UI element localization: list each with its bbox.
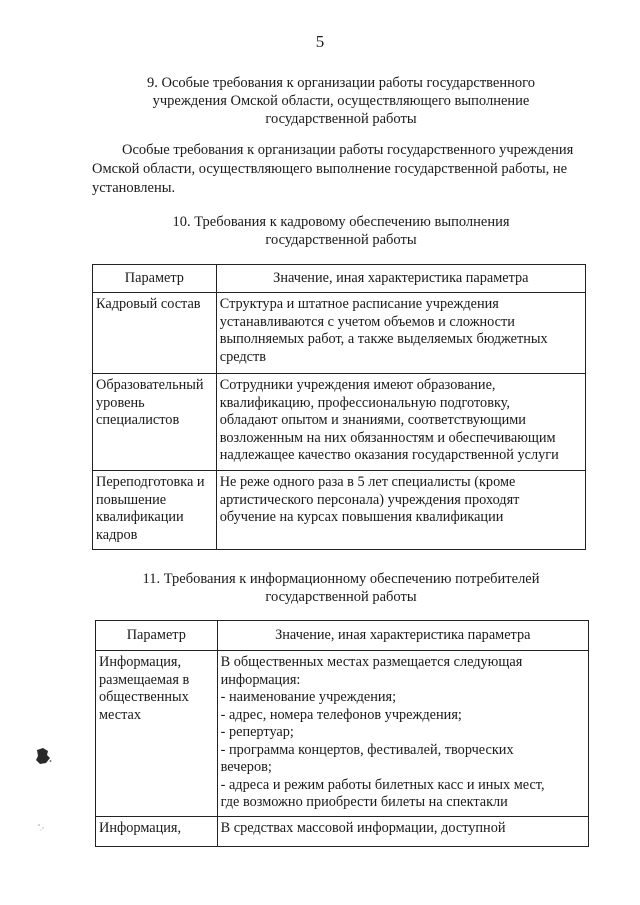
param-line: местах <box>99 706 142 723</box>
value-line: В средствах массовой информации, доступной <box>220 820 506 836</box>
value-line: - репертуар; <box>220 724 294 740</box>
section-9-title-line: 9. Особые требования к организации работы государственного <box>147 75 535 91</box>
section-9-body-line: установлены. <box>92 180 176 196</box>
table-header-row <box>96 621 589 651</box>
table-row <box>96 817 589 847</box>
param-line: размещаемая в <box>99 671 190 688</box>
param-line: специалистов <box>96 412 180 428</box>
section-10-title-line: 10. Требования к кадровому обеспечению выполнения <box>172 214 510 230</box>
value-line: Структура и штатное расписание учреждения <box>219 296 499 312</box>
value-line: возложенным на них обязанностям и обеспечивающим <box>219 429 556 446</box>
scan-speck-mark <box>36 822 48 832</box>
value-line: средств <box>219 348 267 365</box>
param-line: Кадровый состав <box>96 296 201 312</box>
value-line: выполняемых работ, а также выделяемых бюджетных <box>219 331 548 347</box>
value-line: информация: <box>220 671 301 688</box>
value-cell <box>216 293 585 374</box>
value-line: В общественных местах размещается следующая <box>220 654 523 670</box>
value-line: Сотрудники учреждения имеют образование, <box>219 377 496 393</box>
param-cell <box>93 374 217 471</box>
param-line: Информация, <box>99 820 182 836</box>
value-line: - наименование учреждения; <box>220 689 397 705</box>
value-line: обучение на курсах повышения квалификации <box>219 509 504 525</box>
value-line: Не реже одного раза в 5 лет специалисты (кроме <box>219 474 516 490</box>
param-line: кадров <box>96 526 138 543</box>
section-9-title-line: государственной работы <box>265 111 417 127</box>
value-cell <box>217 651 588 817</box>
value-line: - программа концертов, фестивалей, творческих <box>220 741 514 758</box>
table-row <box>93 471 586 550</box>
table-row <box>96 651 589 817</box>
section-9-title-line: учреждения Омской области, осуществляющего выполнение <box>152 93 530 109</box>
column-header-value: Значение, иная характеристика параметра <box>217 621 588 651</box>
section-10-title-line: государственной работы <box>265 232 417 248</box>
section-9-body <box>92 141 597 198</box>
section-9-body-line: Особые требования к организации работы государственного учреждения <box>122 142 574 158</box>
param-cell <box>93 471 217 550</box>
value-cell <box>216 374 585 471</box>
column-header-parameter: Параметр <box>93 265 217 293</box>
value-line: - адреса и режим работы билетных касс и иных мест, <box>220 776 545 793</box>
param-cell <box>93 293 217 374</box>
column-header-parameter: Параметр <box>96 621 218 651</box>
param-line: Переподготовка и <box>96 474 205 490</box>
value-cell <box>217 817 588 847</box>
param-line: уровень <box>96 394 145 411</box>
value-line: - адрес, номера телефонов учреждения; <box>220 706 462 723</box>
section-11-title-line: государственной работы <box>265 589 417 605</box>
section-9-body-line: Омской области, осуществляющего выполнение государственной работы, не <box>92 161 568 177</box>
value-line: артистического персонала) учреждения проходят <box>219 491 520 508</box>
column-header-value: Значение, иная характеристика параметра <box>216 265 585 293</box>
value-line: вечеров; <box>220 759 272 775</box>
table-row <box>93 374 586 471</box>
value-line: обладают опытом и знаниями, соответствующими <box>219 412 526 428</box>
ink-blot-mark <box>34 746 52 766</box>
param-cell <box>96 651 218 817</box>
param-line: повышение <box>96 491 167 508</box>
section-11-title <box>96 570 586 606</box>
table-row <box>93 293 586 374</box>
section-10-title <box>96 213 586 249</box>
value-line: где возможно приобрести билеты на спектакли <box>220 794 508 810</box>
param-line: Информация, <box>99 654 182 670</box>
section-11-title-line: 11. Требования к информационному обеспечению потребителей <box>142 571 540 587</box>
section-9-title <box>96 74 586 128</box>
value-line: надлежащее качество оказания государственной услуги <box>219 447 559 463</box>
param-line: общественных <box>99 689 189 705</box>
table-header-row <box>93 265 586 293</box>
param-line: Образовательный <box>96 377 204 393</box>
param-cell <box>96 817 218 847</box>
value-line: устанавливаются с учетом объемов и сложности <box>219 313 515 330</box>
staffing-table <box>92 264 586 550</box>
info-table <box>95 620 589 847</box>
page-number: 5 <box>315 32 325 51</box>
param-line: квалификации <box>96 509 184 525</box>
value-cell <box>216 471 585 550</box>
value-line: квалификацию, профессиональную подготовку, <box>219 394 510 411</box>
